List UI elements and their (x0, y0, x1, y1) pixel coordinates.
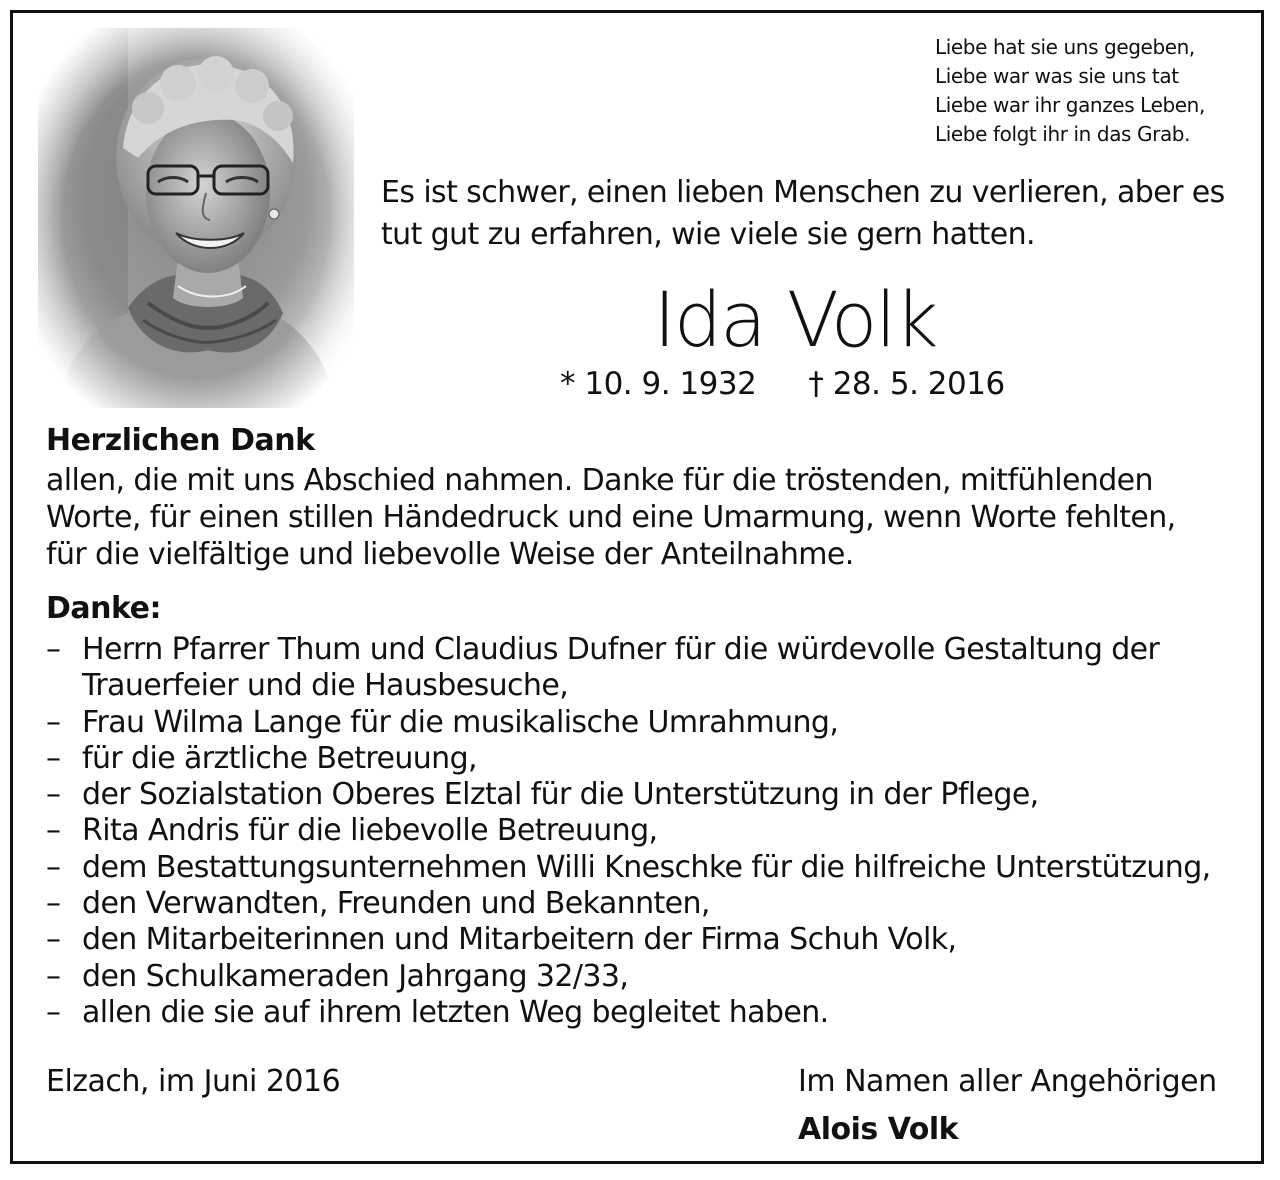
intro-line: tut gut zu erfahren, wie viele sie gern hatten. (381, 217, 1035, 252)
list-item-text: dem Bestattungsunternehmen Willi Kneschke für die hilfreiche Unterstützung, (82, 849, 1211, 885)
intro-text (381, 172, 1251, 256)
poem-line: Liebe war ihr ganzes Leben, (935, 93, 1205, 117)
death-date: † 28. 5. 2016 (808, 366, 1005, 402)
birth-date: * 10. 9. 1932 (560, 366, 757, 402)
portrait-photo (38, 28, 354, 408)
thanks-line: allen, die mit uns Abschied nahmen. Danke für die tröstenden, mitfühlenden (46, 463, 1153, 498)
dash-marker: – (46, 704, 61, 740)
list-item (46, 995, 1241, 1031)
intro-line: Es ist schwer, einen lieben Menschen zu verlieren, aber es (381, 175, 1225, 210)
poem (935, 33, 1245, 149)
dash-marker: – (46, 958, 61, 994)
list-item-text: den Verwandten, Freunden und Bekannten, (82, 886, 710, 922)
list-item-text: Rita Andris für die liebevolle Betreuung, (82, 813, 658, 849)
list-item (46, 705, 1241, 741)
list-item-text: den Mitarbeiterinnen und Mitarbeitern der Firma Schuh Volk, (82, 922, 957, 958)
signer-name: Alois Volk (798, 1112, 959, 1147)
list-item-text: Frau Wilma Lange für die musikalische Umrahmung, (82, 704, 839, 740)
list-item (46, 741, 1241, 777)
list-item (46, 886, 1241, 922)
poem-line: Liebe war was sie uns tat (935, 64, 1179, 88)
thanks-heading: Herzlichen Dank (46, 423, 315, 458)
dash-marker: – (46, 777, 61, 813)
list-item (46, 922, 1241, 958)
place-date: Elzach, im Juni 2016 (46, 1064, 341, 1099)
list-item-text: den Schulkameraden Jahrgang 32/33, (82, 958, 629, 994)
poem-line: Liebe hat sie uns gegeben, (935, 35, 1195, 59)
list-item (46, 777, 1241, 813)
dash-marker: – (46, 922, 61, 958)
thanks-text (46, 462, 1236, 573)
life-dates (560, 364, 1040, 404)
danke-heading: Danke: (46, 591, 161, 626)
danke-list (46, 632, 1241, 1031)
list-item-text: für die ärztliche Betreuung, (82, 740, 477, 776)
dash-marker: – (46, 740, 61, 776)
dash-marker: – (46, 813, 61, 849)
dash-marker: – (46, 849, 61, 885)
dash-marker: – (46, 994, 61, 1030)
list-item-text: Trauerfeier und die Hausbesuche, (82, 668, 569, 704)
list-item (46, 632, 1241, 705)
dash-marker: – (46, 632, 61, 667)
thanks-line: Worte, für einen stillen Händedruck und eine Umarmung, wenn Worte fehlten, (46, 500, 1176, 535)
signature-line: Im Namen aller Angehörigen (798, 1064, 1217, 1099)
list-item-text: Herrn Pfarrer Thum und Claudius Dufner für die würdevolle Gestaltung der (82, 632, 1160, 667)
list-item (46, 813, 1241, 849)
poem-line: Liebe folgt ihr in das Grab. (935, 122, 1191, 146)
thanks-line: für die vielfältige und liebevolle Weise der Anteilnahme. (46, 537, 854, 572)
list-item-text: allen die sie auf ihrem letzten Weg begleitet haben. (82, 994, 829, 1030)
dash-marker: – (46, 886, 61, 922)
list-item (46, 850, 1241, 886)
list-item (46, 959, 1241, 995)
deceased-name: Ida Volk (653, 275, 937, 364)
list-item-text: der Sozialstation Oberes Elztal für die Unterstützung in der Pflege, (82, 777, 1039, 813)
signature-block (798, 1062, 1217, 1150)
